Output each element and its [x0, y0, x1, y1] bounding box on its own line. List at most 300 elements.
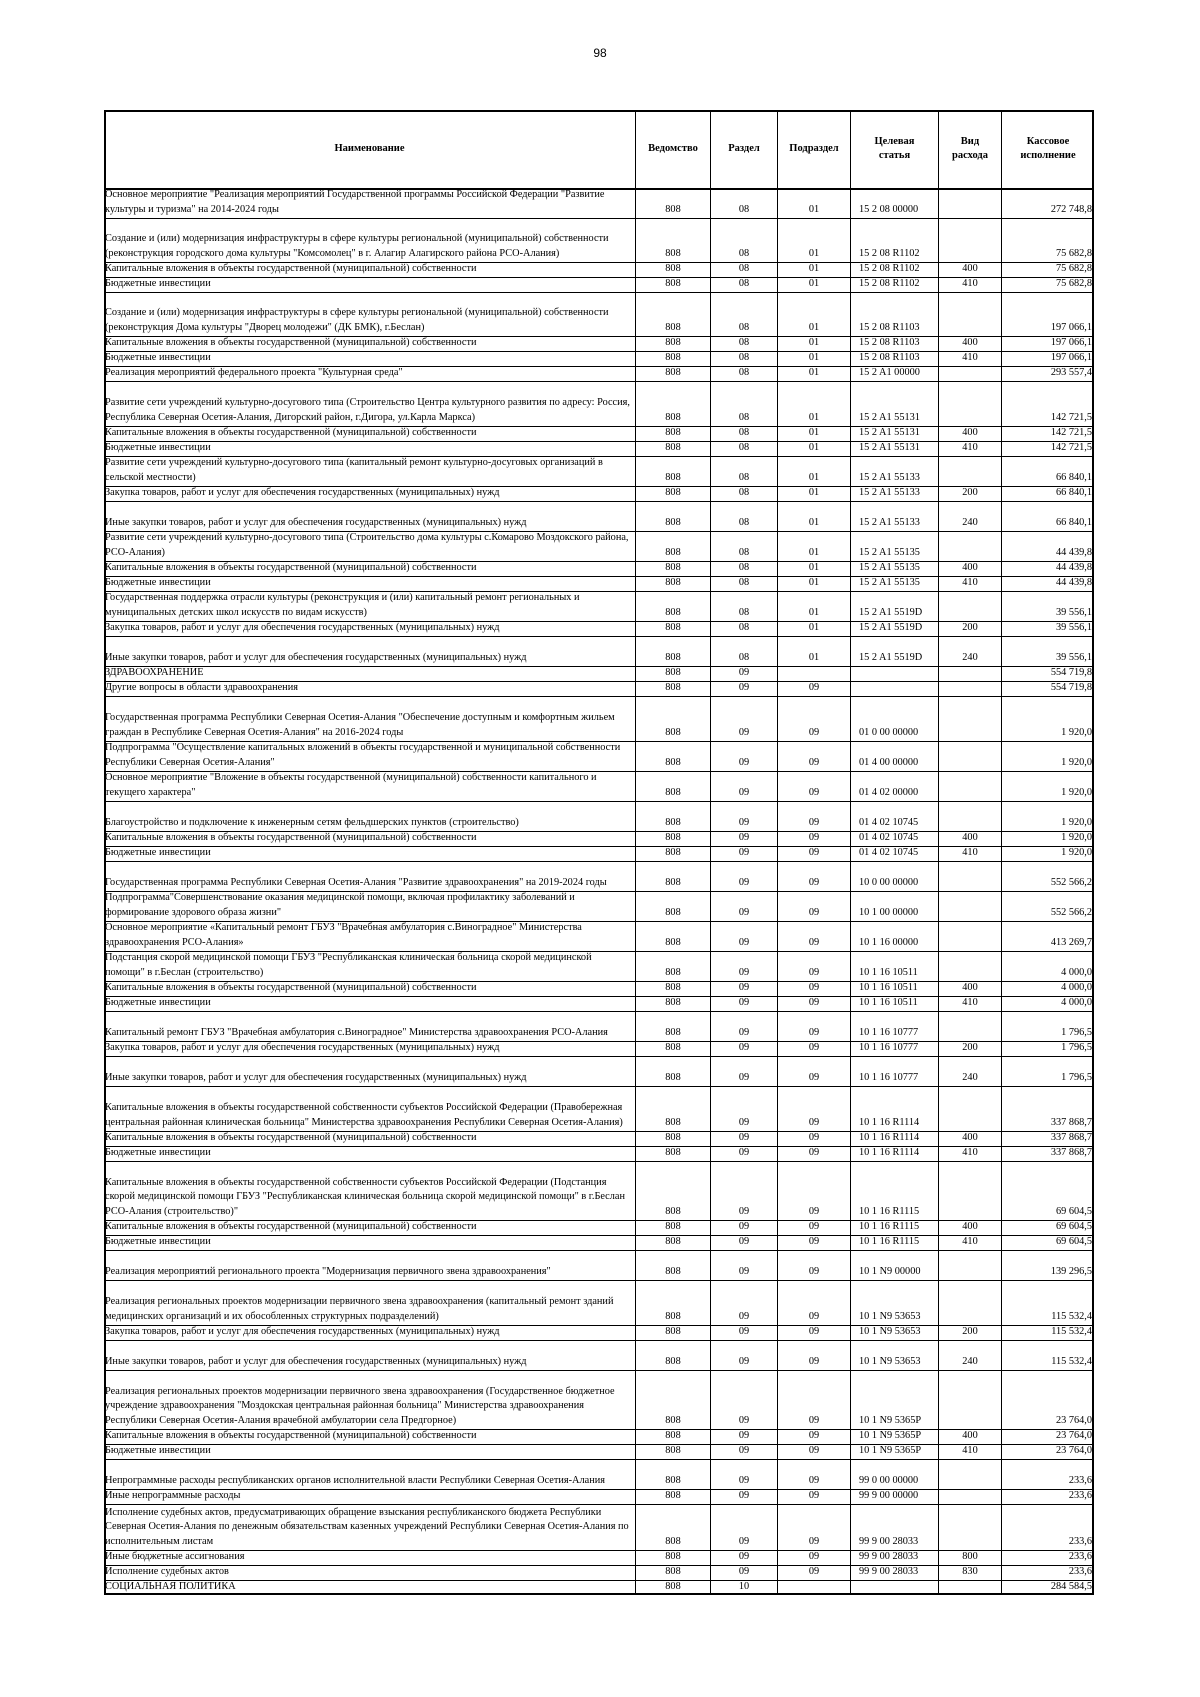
row-target — [851, 457, 939, 486]
row-target — [851, 442, 939, 456]
row-amount-text: 142 721,5 — [1050, 412, 1092, 424]
row-target-text: 15 2 08 00000 — [859, 204, 919, 216]
row-amount — [1002, 982, 1094, 996]
row-target-text: 15 2 A1 5519D — [859, 607, 923, 619]
row-amount — [1002, 637, 1094, 666]
row-target-text: 15 2 08 R1103 — [859, 337, 920, 349]
row-section-text: 08 — [738, 322, 750, 334]
row-target — [851, 1251, 939, 1280]
row-target — [851, 532, 939, 561]
row-amount-text: 1 920,0 — [1061, 787, 1092, 799]
row-amount-text: 39 556,1 — [1055, 652, 1092, 664]
row-subsection-text: 09 — [808, 1221, 820, 1233]
row-section — [711, 1341, 778, 1370]
table-row — [104, 426, 1094, 441]
header-expense-type: Вид расхода — [939, 110, 1002, 188]
row-amount — [1002, 562, 1094, 576]
row-name — [104, 1430, 636, 1444]
row-subsection — [778, 293, 851, 336]
row-section — [711, 802, 778, 831]
row-section — [711, 637, 778, 666]
row-subsection — [778, 997, 851, 1011]
row-dept — [636, 1132, 711, 1146]
row-dept-text: 808 — [665, 997, 681, 1009]
row-section — [711, 952, 778, 981]
row-amount-text: 1 920,0 — [1061, 727, 1092, 739]
row-name — [104, 847, 636, 861]
row-expense-type-text: 410 — [962, 1236, 978, 1248]
row-dept-text: 808 — [665, 787, 681, 799]
row-section-text: 09 — [738, 1042, 750, 1054]
table-row — [104, 831, 1094, 846]
row-section — [711, 1371, 778, 1429]
row-name-text: Капитальные вложения в объекты государственной (муниципальной) собственности — [105, 832, 477, 844]
row-section-text: 08 — [738, 442, 750, 454]
row-subsection-text: 01 — [808, 412, 820, 424]
row-dept — [636, 1147, 711, 1161]
row-section-text: 09 — [738, 1266, 750, 1278]
row-dept-text: 808 — [665, 967, 681, 979]
row-name-text: Капитальные вложения в объекты государственной (муниципальной) собственности — [105, 1132, 477, 1144]
row-target — [851, 1505, 939, 1550]
row-amount-text: 552 566,2 — [1050, 877, 1092, 889]
row-dept-text: 808 — [665, 1236, 681, 1248]
table-row — [104, 1280, 1094, 1325]
table-row — [104, 666, 1094, 681]
row-section-text: 08 — [738, 337, 750, 349]
row-amount-text: 23 764,0 — [1055, 1430, 1092, 1442]
row-target — [851, 1057, 939, 1086]
row-expense-type — [939, 1490, 1002, 1504]
row-target-text: 15 2 A1 55133 — [859, 472, 920, 484]
row-expense-type — [939, 832, 1002, 846]
header-section: Раздел — [711, 110, 778, 188]
row-name-text: Исполнение судебных актов — [105, 1566, 229, 1578]
row-subsection — [778, 532, 851, 561]
row-subsection-text: 09 — [808, 1415, 820, 1427]
row-section-text: 09 — [738, 1536, 750, 1548]
table-row — [104, 351, 1094, 366]
row-expense-type-text: 410 — [962, 1445, 978, 1457]
row-dept — [636, 457, 711, 486]
row-target-text: 10 1 16 R1114 — [859, 1117, 920, 1129]
row-expense-type — [939, 219, 1002, 262]
row-dept-text: 808 — [665, 1117, 681, 1129]
row-amount — [1002, 1251, 1094, 1280]
row-section-text: 09 — [738, 1445, 750, 1457]
row-expense-type-text: 240 — [962, 517, 978, 529]
row-dept-text: 808 — [665, 1566, 681, 1578]
row-dept-text: 808 — [665, 472, 681, 484]
row-dept-text: 808 — [665, 337, 681, 349]
table-row — [104, 981, 1094, 996]
table-row — [104, 1056, 1094, 1086]
row-name-text: Основное мероприятие "Реализация мероприятий Государственной программы Российской Федерации "Развитие культуры и туризма" на 2014-2024 годы — [105, 189, 605, 216]
row-section-text: 08 — [738, 472, 750, 484]
row-section-text: 09 — [738, 787, 750, 799]
row-dept-text: 808 — [665, 1490, 681, 1502]
row-section-text: 09 — [738, 1430, 750, 1442]
row-dept — [636, 982, 711, 996]
row-name — [104, 1326, 636, 1340]
row-dept — [636, 278, 711, 292]
row-target-text: 15 2 A1 55131 — [859, 412, 920, 424]
row-section — [711, 487, 778, 501]
row-expense-type-text: 410 — [962, 997, 978, 1009]
row-expense-type — [939, 337, 1002, 351]
row-name — [104, 997, 636, 1011]
row-amount — [1002, 1551, 1094, 1565]
budget-table — [104, 110, 1094, 1595]
row-expense-type — [939, 802, 1002, 831]
table-row — [104, 292, 1094, 336]
row-name-text: Иные закупки товаров, работ и услуг для обеспечения государственных (муниципальных) нужд — [105, 1072, 527, 1084]
row-name — [104, 278, 636, 292]
row-dept — [636, 532, 711, 561]
row-section-text: 09 — [738, 1236, 750, 1248]
row-section — [711, 382, 778, 426]
row-expense-type — [939, 1087, 1002, 1131]
row-target — [851, 1341, 939, 1370]
row-subsection-text: 09 — [808, 967, 820, 979]
row-amount-text: 337 868,7 — [1050, 1132, 1092, 1144]
row-name — [104, 1087, 636, 1131]
row-name-text: Капитальные вложения в объекты государственной (муниципальной) собственности — [105, 1430, 477, 1442]
row-name — [104, 457, 636, 486]
table-row — [104, 1235, 1094, 1250]
row-amount — [1002, 577, 1094, 591]
row-dept — [636, 502, 711, 531]
header-target: Целевая статья — [851, 110, 939, 188]
row-dept-text: 808 — [665, 322, 681, 334]
row-amount — [1002, 1147, 1094, 1161]
row-target — [851, 1430, 939, 1444]
row-subsection-text: 09 — [808, 1445, 820, 1457]
row-target — [851, 622, 939, 636]
row-amount — [1002, 1132, 1094, 1146]
row-name — [104, 1221, 636, 1235]
row-expense-type — [939, 1581, 1002, 1595]
row-dept — [636, 697, 711, 741]
row-amount-text: 75 682,8 — [1055, 248, 1092, 260]
row-name — [104, 922, 636, 951]
table-row — [104, 1011, 1094, 1041]
row-amount — [1002, 802, 1094, 831]
row-section-text: 09 — [738, 877, 750, 889]
row-dept-text: 808 — [665, 652, 681, 664]
row-subsection-text: 01 — [808, 577, 820, 589]
row-amount — [1002, 337, 1094, 351]
row-target-text: 10 1 00 00000 — [859, 907, 919, 919]
row-target — [851, 278, 939, 292]
row-section-text: 09 — [738, 1326, 750, 1338]
row-amount-text: 1 796,5 — [1061, 1072, 1092, 1084]
row-expense-type-text: 400 — [962, 427, 978, 439]
row-subsection-text: 09 — [808, 1266, 820, 1278]
row-section-text: 09 — [738, 982, 750, 994]
row-expense-type-text: 410 — [962, 442, 978, 454]
row-name-text: Другие вопросы в области здравоохранения — [105, 682, 298, 694]
row-subsection-text: 01 — [808, 367, 820, 379]
row-dept — [636, 1371, 711, 1429]
row-target — [851, 427, 939, 441]
row-dept — [636, 802, 711, 831]
row-name — [104, 1505, 636, 1550]
row-dept — [636, 1057, 711, 1086]
row-target — [851, 952, 939, 981]
row-dept — [636, 1445, 711, 1459]
row-expense-type — [939, 1551, 1002, 1565]
row-expense-type-text: 200 — [962, 622, 978, 634]
table-row — [104, 846, 1094, 861]
row-section-text: 09 — [738, 1117, 750, 1129]
row-subsection — [778, 1341, 851, 1370]
row-amount — [1002, 997, 1094, 1011]
row-section — [711, 293, 778, 336]
row-amount — [1002, 263, 1094, 277]
row-amount — [1002, 682, 1094, 696]
row-section — [711, 1132, 778, 1146]
row-amount — [1002, 667, 1094, 681]
row-target-text: 10 1 N9 00000 — [859, 1266, 921, 1278]
row-name-text: Подпрограмма "Осуществление капитальных вложений в объекты государственной и муниципальной собственности Республики Северная Осетия-Алания" — [105, 742, 621, 769]
row-target-text: 15 2 A1 55133 — [859, 487, 920, 499]
row-target — [851, 1281, 939, 1325]
row-target-text: 10 1 16 10777 — [859, 1027, 919, 1039]
row-target — [851, 1326, 939, 1340]
row-section-text: 09 — [738, 757, 750, 769]
table-row — [104, 1504, 1094, 1550]
row-subsection — [778, 1251, 851, 1280]
row-expense-type — [939, 1371, 1002, 1429]
row-expense-type — [939, 622, 1002, 636]
row-name-text: Развитие сети учреждений культурно-досугового типа (Строительство дома культуры с.Комарово Моздокского района, РСО-Алания) — [105, 532, 629, 559]
row-section — [711, 1057, 778, 1086]
row-subsection-text: 09 — [808, 907, 820, 919]
row-section-text: 08 — [738, 652, 750, 664]
table-row — [104, 921, 1094, 951]
row-expense-type — [939, 862, 1002, 891]
row-amount — [1002, 1430, 1094, 1444]
row-subsection — [778, 1430, 851, 1444]
row-subsection-text: 01 — [808, 607, 820, 619]
row-section — [711, 352, 778, 366]
row-section — [711, 742, 778, 771]
row-amount-text: 233,6 — [1068, 1490, 1092, 1502]
row-name-text: Бюджетные инвестиции — [105, 278, 211, 290]
row-dept-text: 808 — [665, 817, 681, 829]
row-dept-text: 808 — [665, 832, 681, 844]
row-target-text: 15 2 A1 55135 — [859, 577, 920, 589]
row-dept-text: 808 — [665, 442, 681, 454]
row-name — [104, 1341, 636, 1370]
row-name — [104, 502, 636, 531]
row-dept — [636, 1251, 711, 1280]
row-name — [104, 952, 636, 981]
row-expense-type — [939, 922, 1002, 951]
row-section — [711, 862, 778, 891]
row-section — [711, 847, 778, 861]
row-amount-text: 75 682,8 — [1055, 263, 1092, 275]
row-dept — [636, 622, 711, 636]
row-dept-text: 808 — [665, 1206, 681, 1218]
row-expense-type — [939, 1430, 1002, 1444]
row-target — [851, 293, 939, 336]
row-amount-text: 115 532,4 — [1051, 1326, 1092, 1338]
row-name-text: Бюджетные инвестиции — [105, 997, 211, 1009]
row-subsection-text: 09 — [808, 832, 820, 844]
row-expense-type — [939, 352, 1002, 366]
row-expense-type — [939, 697, 1002, 741]
row-dept-text: 808 — [665, 907, 681, 919]
row-amount — [1002, 1326, 1094, 1340]
row-expense-type — [939, 1132, 1002, 1146]
row-amount-text: 337 868,7 — [1050, 1117, 1092, 1129]
row-subsection — [778, 1490, 851, 1504]
row-dept — [636, 1012, 711, 1041]
row-name-text: Государственная поддержка отрасли культуры (реконструкция и (или) капитальный ремонт региональных и муниципальных детских школ искусств по видам искусств) — [105, 592, 580, 619]
row-subsection-text: 01 — [808, 472, 820, 484]
row-name — [104, 982, 636, 996]
row-subsection — [778, 263, 851, 277]
row-target-text: 99 0 00 00000 — [859, 1475, 919, 1487]
row-name-text: Капитальные вложения в объекты государственной (муниципальной) собственности — [105, 1221, 477, 1233]
row-subsection-text: 09 — [808, 1072, 820, 1084]
row-amount-text: 4 000,0 — [1061, 997, 1092, 1009]
table-row — [104, 1580, 1094, 1595]
row-target-text: 99 9 00 28033 — [859, 1536, 919, 1548]
row-subsection-text: 01 — [808, 337, 820, 349]
row-expense-type-text: 800 — [962, 1551, 978, 1563]
row-target-text: 10 1 16 10511 — [859, 982, 918, 994]
row-amount-text: 293 557,4 — [1050, 367, 1092, 379]
row-expense-type-text: 410 — [962, 847, 978, 859]
row-section-text: 09 — [738, 1132, 750, 1144]
row-expense-type — [939, 1281, 1002, 1325]
row-name — [104, 352, 636, 366]
row-section — [711, 337, 778, 351]
row-name — [104, 1566, 636, 1580]
row-expense-type — [939, 892, 1002, 921]
row-section — [711, 1430, 778, 1444]
row-dept — [636, 862, 711, 891]
row-dept-text: 808 — [665, 547, 681, 559]
row-name-text: Основное мероприятие «Капитальный ремонт ГБУЗ "Врачебная амбулатория с.Виноградное" Министерства здравоохранения РСО-Алания» — [105, 922, 582, 949]
row-subsection — [778, 862, 851, 891]
table-row — [104, 801, 1094, 831]
row-amount-text: 69 604,5 — [1055, 1236, 1092, 1248]
row-expense-type-text: 200 — [962, 487, 978, 499]
row-target — [851, 832, 939, 846]
row-section-text: 09 — [738, 1475, 750, 1487]
row-dept-text: 808 — [665, 517, 681, 529]
row-target-text: 10 1 16 10511 — [859, 967, 918, 979]
row-amount-text: 66 840,1 — [1055, 487, 1092, 499]
row-name — [104, 1371, 636, 1429]
row-section — [711, 1236, 778, 1250]
table-row — [104, 218, 1094, 262]
row-amount-text: 69 604,5 — [1055, 1206, 1092, 1218]
row-name-text: Бюджетные инвестиции — [105, 442, 211, 454]
row-name — [104, 1042, 636, 1056]
row-name-text: Бюджетные инвестиции — [105, 577, 211, 589]
row-expense-type-text: 400 — [962, 1132, 978, 1144]
row-name-text: Подстанция скорой медицинской помощи ГБУЗ "Республиканская клиническая больница скорой медицинской помощи" в г.Беслан (строительство) — [105, 952, 592, 979]
row-section-text: 09 — [738, 1072, 750, 1084]
row-section — [711, 1551, 778, 1565]
row-expense-type — [939, 952, 1002, 981]
row-amount — [1002, 1566, 1094, 1580]
row-dept — [636, 952, 711, 981]
row-amount-text: 197 066,1 — [1050, 337, 1092, 349]
row-section — [711, 532, 778, 561]
row-target — [851, 667, 939, 681]
row-name-text: Капитальные вложения в объекты государственной (муниципальной) собственности — [105, 263, 477, 275]
row-expense-type-text: 400 — [962, 982, 978, 994]
row-amount-text: 554 719,8 — [1050, 667, 1092, 679]
row-dept-text: 808 — [665, 1536, 681, 1548]
row-subsection — [778, 427, 851, 441]
row-amount-text: 142 721,5 — [1050, 442, 1092, 454]
row-name — [104, 592, 636, 621]
row-subsection-text: 09 — [808, 1551, 820, 1563]
row-dept-text: 808 — [665, 622, 681, 634]
row-expense-type — [939, 1566, 1002, 1580]
row-target-text: 15 2 08 R1103 — [859, 322, 920, 334]
row-dept-text: 808 — [665, 847, 681, 859]
header-name: Наименование — [104, 110, 636, 188]
row-target-text: 10 1 16 R1115 — [859, 1206, 920, 1218]
row-name-text: Капитальные вложения в объекты государственной (муниципальной) собственности — [105, 427, 477, 439]
row-name-text: Капитальный ремонт ГБУЗ "Врачебная амбулатория с.Виноградное" Министерства здравоохранения РСО-Алания — [105, 1027, 608, 1039]
row-section — [711, 892, 778, 921]
row-target-text: 10 0 00 00000 — [859, 877, 919, 889]
table-row — [104, 366, 1094, 381]
row-dept — [636, 1505, 711, 1550]
row-dept-text: 808 — [665, 877, 681, 889]
row-amount — [1002, 1445, 1094, 1459]
row-dept-text: 808 — [665, 1551, 681, 1563]
row-subsection — [778, 1162, 851, 1220]
row-subsection-text: 09 — [808, 787, 820, 799]
row-target-text: 10 1 N9 5365P — [859, 1445, 922, 1457]
row-amount — [1002, 278, 1094, 292]
row-subsection — [778, 1566, 851, 1580]
page-number: 98 — [593, 46, 607, 60]
row-subsection — [778, 189, 851, 218]
row-amount — [1002, 697, 1094, 741]
row-amount-text: 139 296,5 — [1050, 1266, 1092, 1278]
row-target-text: 10 1 N9 5365P — [859, 1430, 922, 1442]
row-subsection — [778, 442, 851, 456]
row-expense-type-text: 410 — [962, 1147, 978, 1159]
row-expense-type-text: 410 — [962, 352, 978, 364]
row-target — [851, 337, 939, 351]
row-section-text: 09 — [738, 1027, 750, 1039]
row-target — [851, 802, 939, 831]
row-amount — [1002, 832, 1094, 846]
row-name — [104, 1551, 636, 1565]
row-expense-type — [939, 1341, 1002, 1370]
row-name-text: Создание и (или) модернизация инфраструктуры в сфере культуры региональной (муниципальной) собственности (реконструкция Дома культуры "Дворец молодежи" (ДК БМК), г.Беслан) — [105, 307, 609, 334]
row-subsection — [778, 577, 851, 591]
row-dept-text: 808 — [665, 248, 681, 260]
row-name — [104, 577, 636, 591]
row-name-text: Бюджетные инвестиции — [105, 847, 211, 859]
row-subsection-text: 01 — [808, 352, 820, 364]
row-target-text: 15 2 08 R1102 — [859, 263, 920, 275]
row-name-text: Непрограммные расходы республиканских органов исполнительной власти Республики Северная Осетия-Алания — [105, 1475, 605, 1487]
